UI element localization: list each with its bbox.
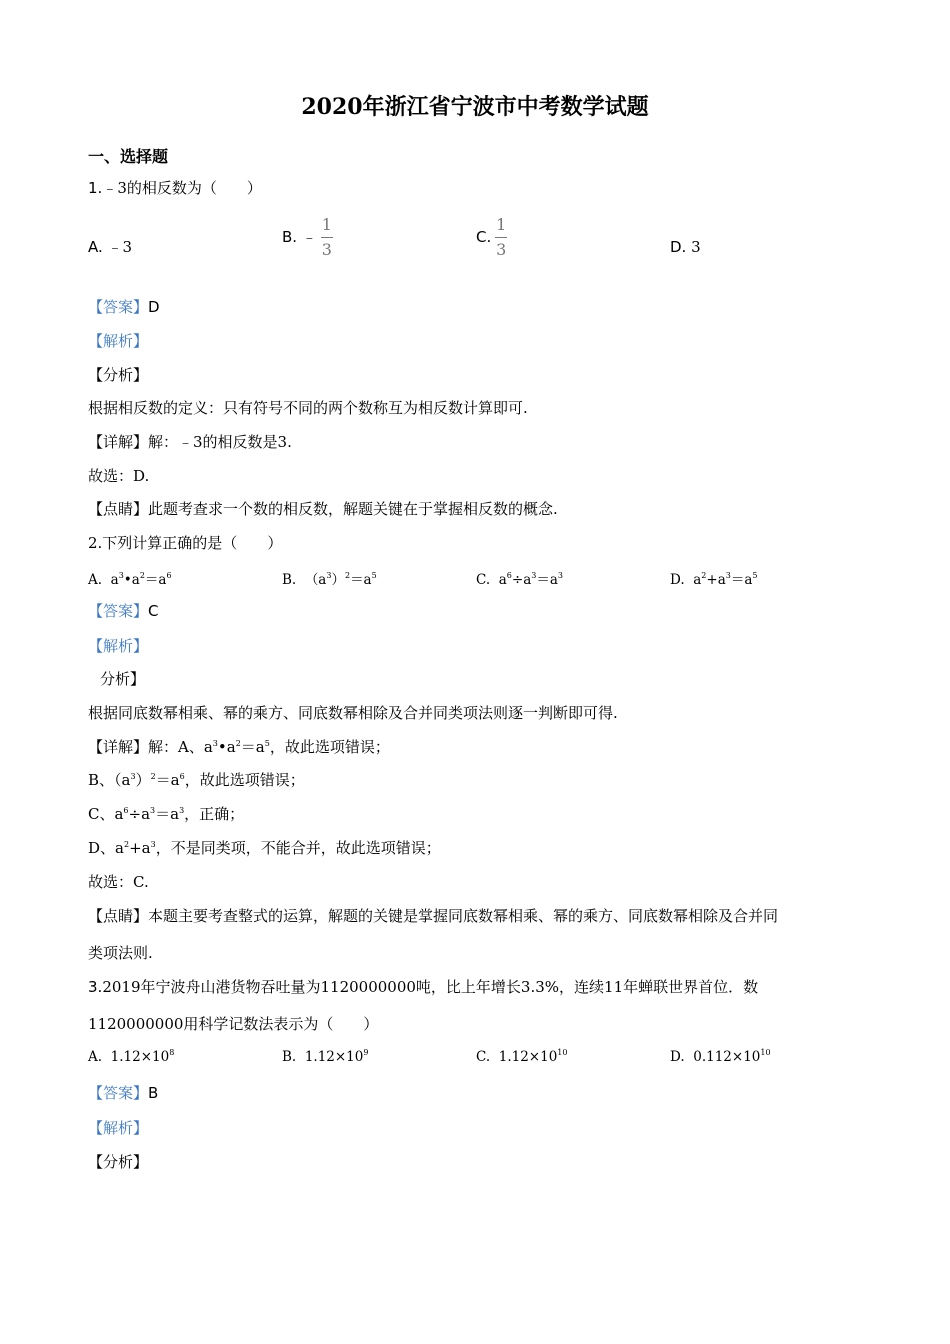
q1-fenxi-tag: 【分析】	[88, 366, 149, 384]
q1-stem: 1.﹣3的相反数为（ ）	[88, 179, 262, 197]
q3-fenxi-tag: 【分析】	[88, 1153, 149, 1171]
q3-stem-line2: 1120000000用科学记数法表示为（ ）	[88, 1015, 379, 1033]
q2-jiexi-tag: 【解析】	[88, 637, 149, 655]
q1-option-d: D. 3	[670, 238, 701, 256]
q2-option-b: B. $(a^3)^2=a^5$	[282, 571, 377, 588]
q1-option-b-fraction: $\frac{1}{3}$	[321, 214, 332, 259]
q1-answer: 【答案】D	[88, 298, 160, 316]
page-title: 2020年浙江省宁波市中考数学试题	[301, 94, 649, 120]
q3-answer: 【答案】B	[88, 1084, 159, 1102]
q2-detail-d: D、$a^2+a^3$，不是同类项，不能合并，故此选项错误；	[88, 839, 441, 857]
q3-option-d: D. $0.112\times 10^{10}$	[670, 1048, 771, 1065]
q3-stem-line1: 3.2019年宁波舟山港货物吞吐量为1120000000吨，比上年增长3.3%，连续11年蝉联世界首位．数	[88, 978, 759, 996]
q2-option-d: D. $a^2+a^3=a^5$	[670, 571, 758, 588]
q1-option-c-fraction: $\frac{1}{3}$	[496, 214, 507, 259]
q2-analysis: 根据同底数幂相乘、幂的乘方、同底数幂相除及合并同类项法则逐一判断即可得.	[88, 704, 618, 722]
q2-option-a: A. $a^3•a^2=a^6$	[88, 571, 172, 588]
q2-option-c: C. $a^6\div a^3=a^3$	[476, 571, 564, 588]
q1-option-a: A. ﹣3	[88, 238, 133, 256]
q2-fenxi-tag: 分析】	[100, 670, 146, 688]
q2-answer: 【答案】C	[88, 602, 159, 620]
q2-detail-b: B、$(a^3)^2=a^6$，故此选项错误；	[88, 771, 305, 789]
q2-detail-c: C、$a^6\div a^3=a^3$，正确；	[88, 805, 245, 823]
q2-detail-a: 【详解】解：A、$a^3•a^2=a^5$，故此选项错误；	[88, 738, 390, 756]
q1-option-b: B. ﹣ $\frac{1}{3}$	[282, 214, 332, 259]
q1-jiexi-tag: 【解析】	[88, 332, 149, 350]
q1-detail: 【详解】解：﹣3的相反数是3.	[88, 433, 292, 451]
q2-stem: 2.下列计算正确的是（ ）	[88, 534, 283, 552]
q1-analysis: 根据相反数的定义：只有符号不同的两个数称互为相反数计算即可.	[88, 399, 528, 417]
section-heading: 一、选择题	[88, 147, 169, 166]
q2-choose: 故选：C.	[88, 873, 149, 891]
q1-comment: 【点睛】此题考查求一个数的相反数，解题关键在于掌握相反数的概念.	[88, 500, 558, 518]
q1-choose: 故选：D.	[88, 467, 150, 485]
q3-option-a: A. $1.12\times 10^8$	[88, 1048, 175, 1065]
q3-jiexi-tag: 【解析】	[88, 1119, 149, 1137]
q3-option-b: B. $1.12\times 10^9$	[282, 1048, 369, 1065]
q3-option-c: C. $1.12\times 10^{10}$	[476, 1048, 568, 1065]
q1-option-c: C. $\frac{1}{3}$	[476, 214, 507, 259]
q2-comment-line2: 类项法则.	[88, 944, 153, 962]
q2-comment: 【点睛】本题主要考查整式的运算，解题的关键是掌握同底数幂相乘、幂的乘方、同底数幂相除及合并同	[88, 907, 779, 925]
